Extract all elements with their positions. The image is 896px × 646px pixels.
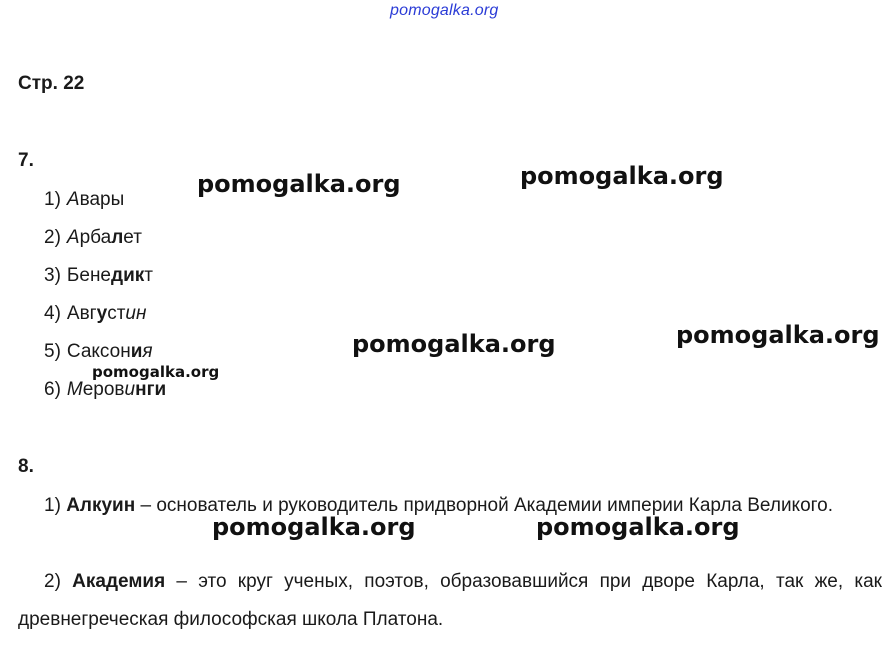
item-part: ин (125, 303, 147, 324)
item-part: еров (82, 379, 125, 400)
answer-item-3 (44, 265, 153, 287)
item-part: ва (79, 189, 101, 210)
item-part: ст (107, 303, 126, 324)
watermark: pomogalka.org (352, 330, 556, 358)
item-part: Авг (66, 303, 97, 324)
watermark: pomogalka.org (212, 513, 416, 541)
item-number: 2) (44, 227, 61, 248)
site-link[interactable]: pomogalka.org (390, 2, 499, 19)
item-part: и (130, 341, 143, 362)
item-part: л (111, 227, 124, 248)
item-part: у (96, 303, 108, 324)
question-7-number: 7. (18, 150, 34, 171)
item-part: к (134, 265, 145, 286)
paragraph-number: 2) (44, 571, 61, 592)
watermark: pomogalka.org (676, 321, 880, 349)
paragraph-term: Академия (72, 571, 166, 592)
answer-item-1 (44, 189, 124, 211)
answer-item-5 (44, 341, 153, 363)
item-number: 1) (44, 189, 61, 210)
item-number: 5) (44, 341, 61, 362)
answer-item-2 (44, 227, 142, 249)
item-part: т (144, 265, 153, 286)
item-part: я (142, 341, 153, 362)
paragraph-term: Алкуин (66, 495, 136, 516)
item-part: ги (146, 379, 167, 400)
item-number: 6) (44, 379, 61, 400)
answer-paragraph-1 (18, 487, 882, 525)
item-part: М (66, 379, 83, 400)
question-8-number: 8. (18, 456, 34, 477)
item-part: А (66, 189, 80, 210)
answer-item-4 (44, 303, 146, 325)
item-part: ет (123, 227, 142, 248)
item-number: 3) (44, 265, 61, 286)
paragraph-number: 1) (44, 495, 61, 516)
answer-item-6 (44, 379, 166, 401)
item-part: рба (79, 227, 112, 248)
item-part: и (124, 379, 136, 400)
item-part: н (135, 379, 147, 400)
paragraph-text: – основатель и руководитель придворной Академии империи Карла Великого. (135, 495, 834, 516)
page-reference: Стр. 22 (18, 73, 85, 94)
watermark: pomogalka.org (520, 162, 724, 190)
item-part: А (66, 227, 80, 248)
paragraph-text: – это круг ученых, поэтов, образовавшийся при дворе Карла, так же, как древнегреческая философская школа Платона. (18, 571, 882, 630)
watermark-small: pomogalka.org (92, 363, 220, 381)
item-number: 4) (44, 303, 61, 324)
watermark: pomogalka.org (536, 513, 740, 541)
answer-paragraph-2 (18, 563, 882, 639)
item-part: Саксон (66, 341, 131, 362)
item-part: ди (111, 265, 135, 286)
item-part: ры (100, 189, 125, 210)
item-part: Бене (66, 265, 112, 286)
watermark: pomogalka.org (197, 170, 401, 198)
